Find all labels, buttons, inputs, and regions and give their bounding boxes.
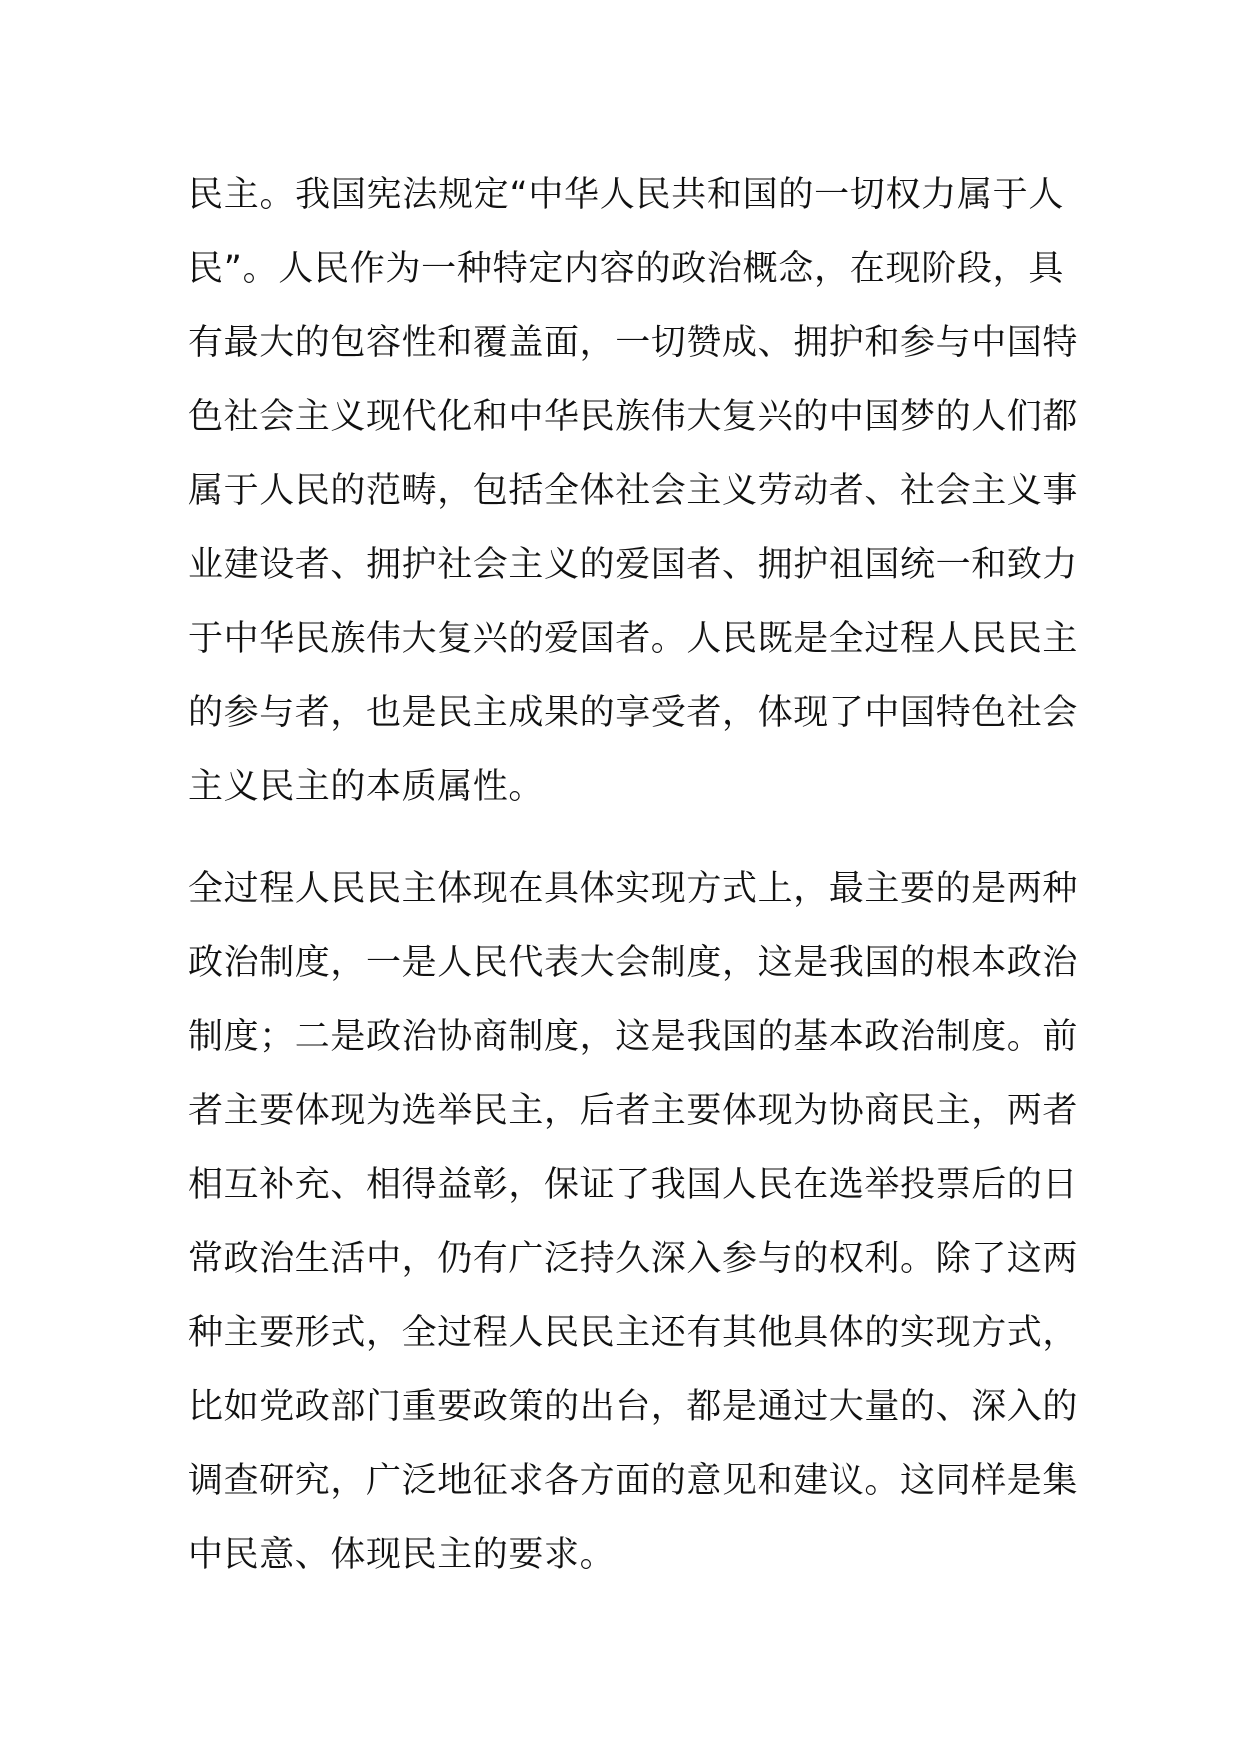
text-line: 的参与者，也是民主成果的享受者，体现了中国特色社会 [188, 693, 1079, 733]
paragraph-1 [188, 158, 1079, 824]
text-line: 属于人民的范畴，包括全体社会主义劳动者、社会主义事 [188, 471, 1079, 511]
text-line: 业建设者、拥护社会主义的爱国者、拥护祖国统一和致力 [188, 545, 1079, 585]
text-line: 全过程人民民主体现在具体实现方式上，最主要的是两种 [188, 869, 1079, 909]
text-line: 相互补充、相得益彰，保证了我国人民在选举投票后的日 [188, 1165, 1079, 1205]
text-line: 者主要体现为选举民主，后者主要体现为协商民主，两者 [188, 1091, 1079, 1131]
text-line: 比如党政部门重要政策的出台，都是通过大量的、深入的 [188, 1387, 1079, 1427]
text-line: 种主要形式，全过程人民民主还有其他具体的实现方式， [188, 1313, 1079, 1353]
text-line: 有最大的包容性和覆盖面，一切赞成、拥护和参与中国特 [188, 323, 1079, 363]
text-line: 于中华民族伟大复兴的爱国者。人民既是全过程人民民主 [188, 619, 1079, 659]
text-line: 民”。人民作为一种特定内容的政治概念，在现阶段，具 [188, 249, 1064, 289]
document-body [188, 158, 1079, 1620]
text-line: 常政治生活中，仍有广泛持久深入参与的权利。除了这两 [188, 1239, 1079, 1279]
paragraph-2 [188, 852, 1079, 1592]
text-line: 政治制度，一是人民代表大会制度，这是我国的根本政治 [188, 943, 1079, 983]
text-line: 制度；二是政治协商制度，这是我国的基本政治制度。前 [188, 1017, 1079, 1057]
text-line: 民主。我国宪法规定“中华人民共和国的一切权力属于人 [188, 175, 1064, 215]
text-line: 色社会主义现代化和中华民族伟大复兴的中国梦的人们都 [188, 397, 1079, 437]
text-line: 主义民主的本质属性。 [188, 767, 545, 807]
text-line: 中民意、体现民主的要求。 [188, 1535, 616, 1575]
text-line: 调查研究，广泛地征求各方面的意见和建议。这同样是集 [188, 1461, 1079, 1501]
